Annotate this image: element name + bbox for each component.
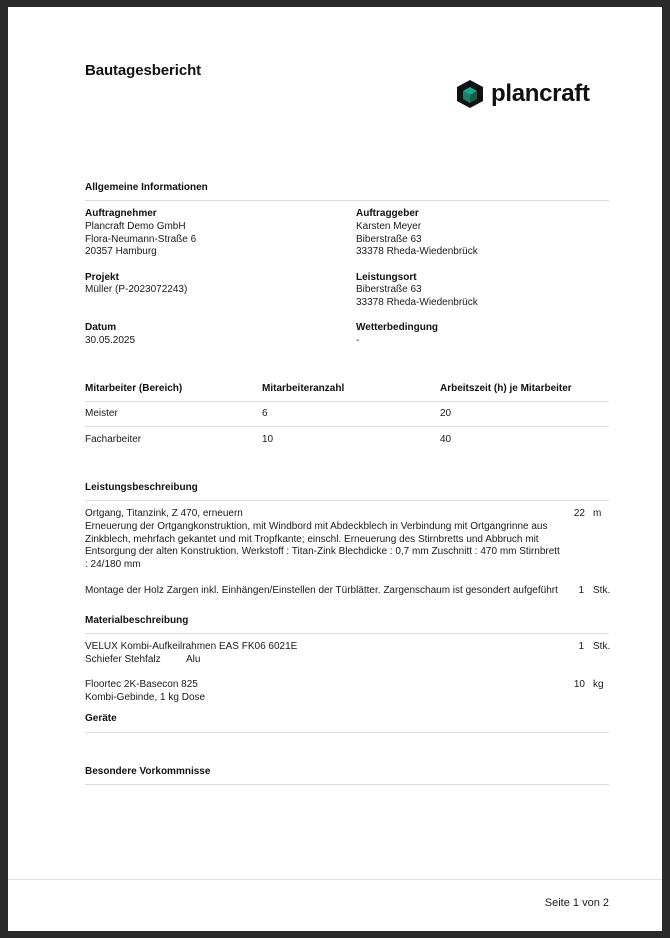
material-item-detail: Alu — [186, 654, 201, 665]
section-materials-heading: Materialbeschreibung — [85, 615, 189, 626]
service-item-title: Montage der Holz Zargen inkl. Einhängen/Einstellen der Türblätter. Zargenschaum ist gesondert aufgeführt — [85, 585, 558, 596]
service-item-qty: 22 — [573, 508, 585, 519]
section-equipment-heading: Geräte — [85, 713, 117, 724]
service-item-qty: 1 — [578, 585, 584, 596]
section-services-heading: Leistungsbeschreibung — [85, 482, 198, 493]
brand-name: plancraft — [491, 80, 590, 107]
page-number: Seite 1 von 2 — [544, 897, 609, 909]
divider — [85, 401, 609, 402]
section-general-heading: Allgemeine Informationen — [85, 182, 208, 193]
staff-header-count: Mitarbeiteranzahl — [262, 383, 345, 394]
contractor-address: Plancraft Demo GmbH Flora-Neumann-Straße 6 20357 Hamburg — [85, 221, 197, 258]
service-item-description: Erneuerung der Ortgangkonstruktion, mit Windbord mit Abdeckblech in Verbindung mit Ortgangrinne aus Zinkblech, mehrfach gekantet und mit Tropfkante; einschl. Erneuerung des Stirnbretts und Abbruch mit Entsorgung der alten Konstruktion. Werkstoff : Titan-Zink Blechdicke : 0,7 mm Zuschnitt : 470 mm Stirnbrett : 24/180 mm — [85, 521, 560, 570]
service-item-title: Ortgang, Titanzink, Z 470, erneuern — [85, 508, 243, 519]
staff-row-count: 10 — [262, 434, 274, 445]
section-incidents-heading: Besondere Vorkommnisse — [85, 766, 211, 777]
weather-value: - — [356, 335, 360, 346]
material-item-unit: Stk. — [593, 641, 611, 652]
date-label: Datum — [85, 322, 117, 333]
divider — [85, 200, 609, 201]
material-item-detail: Kombi-Gebinde, 1 kg Dose — [85, 692, 206, 703]
staff-row-area: Meister — [85, 408, 118, 419]
divider — [85, 633, 609, 634]
date-value: 30.05.2025 — [85, 335, 136, 346]
footer-divider — [8, 879, 662, 880]
staff-header-hours: Arbeitszeit (h) je Mitarbeiter — [440, 383, 572, 394]
divider — [85, 500, 609, 501]
divider — [85, 784, 609, 785]
service-item-unit: m — [593, 508, 602, 519]
divider — [85, 732, 609, 733]
staff-row-area: Facharbeiter — [85, 434, 142, 445]
staff-header-area: Mitarbeiter (Bereich) — [85, 383, 183, 394]
material-item-name: VELUX Kombi-Aufkeilrahmen EAS FK06 6021E — [85, 641, 298, 652]
project-value: Müller (P-2023072243) — [85, 284, 188, 295]
material-item-unit: kg — [593, 679, 604, 690]
location-label: Leistungsort — [356, 272, 417, 283]
staff-row-hours: 40 — [440, 434, 452, 445]
weather-label: Wetterbedingung — [356, 322, 439, 333]
staff-row-count: 6 — [262, 408, 268, 419]
contractor-label: Auftragnehmer — [85, 208, 157, 219]
material-item-qty: 10 — [573, 679, 585, 690]
plancraft-logo-icon — [456, 79, 484, 109]
service-item-unit: Stk. — [593, 585, 611, 596]
material-item-detail: Schiefer Stehfalz — [85, 654, 161, 665]
material-item-name: Floortec 2K-Basecon 825 — [85, 679, 198, 690]
client-label: Auftraggeber — [356, 208, 419, 219]
report-page — [8, 7, 662, 931]
material-item-qty: 1 — [578, 641, 584, 652]
staff-row-hours: 20 — [440, 408, 452, 419]
project-label: Projekt — [85, 272, 119, 283]
location-address: Biberstraße 63 33378 Rheda-Wiedenbrück — [356, 284, 478, 308]
client-address: Karsten Meyer Biberstraße 63 33378 Rheda-Wiedenbrück — [356, 221, 478, 258]
report-title: Bautagesbericht — [85, 62, 202, 79]
divider — [85, 426, 609, 427]
brand-logo — [456, 79, 590, 109]
